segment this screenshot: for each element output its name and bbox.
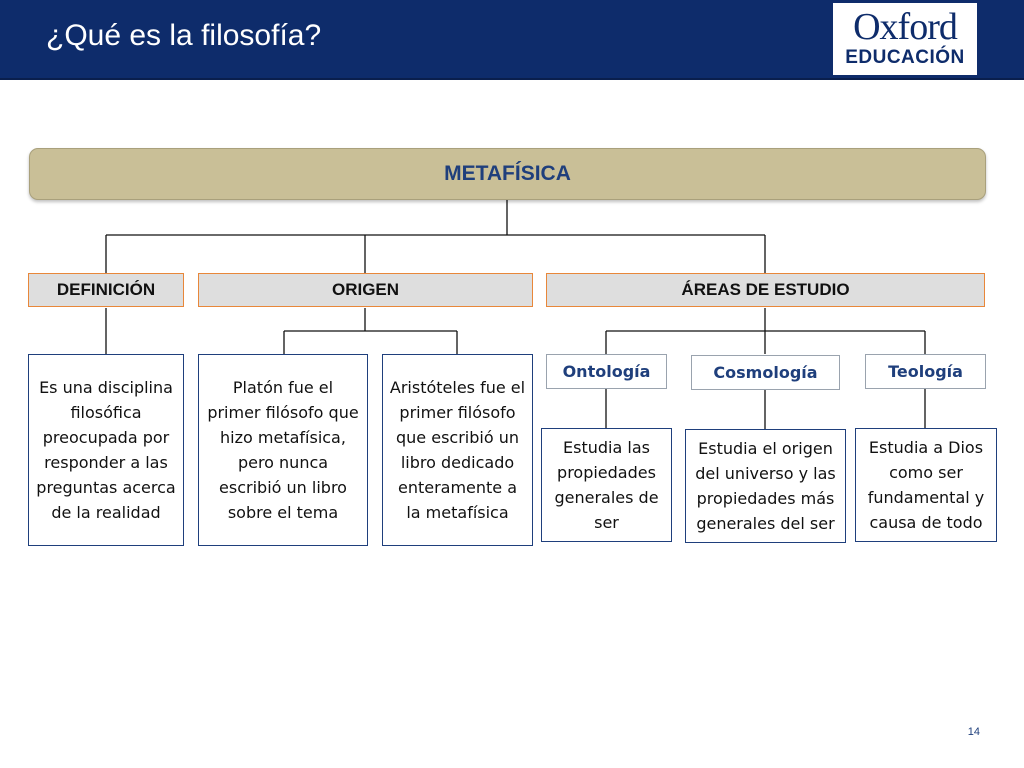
cosmologia-node: Cosmología [691, 355, 840, 390]
definicion-node: DEFINICIÓN [28, 273, 184, 307]
slide-title: ¿Qué es la filosofía? [46, 19, 322, 52]
logo-subtitle: EDUCACIÓN [845, 47, 965, 68]
page-number: 14 [967, 726, 980, 738]
ontologia-description: Estudia las propiedades generales de ser [541, 428, 672, 542]
teologia-node: Teología [865, 354, 986, 389]
origen-platon-text: Platón fue el primer filósofo que hizo metafísica, pero nunca escribió un libro sobre el tema [198, 354, 368, 546]
areas-estudio-node: ÁREAS DE ESTUDIO [546, 273, 985, 307]
origen-aristoteles-text: Aristóteles fue el primer filósofo que escribió un libro dedicado enteramente a la metafísica [382, 354, 533, 546]
metafisica-node: METAFÍSICA [29, 148, 986, 200]
ontologia-node: Ontología [546, 354, 667, 389]
definicion-text: Es una disciplina filosófica preocupada por responder a las preguntas acerca de la realidad [28, 354, 184, 546]
origen-node: ORIGEN [198, 273, 533, 307]
teologia-description: Estudia a Dios como ser fundamental y causa de todo [855, 428, 997, 542]
cosmologia-description: Estudia el origen del universo y las propiedades más generales del ser [685, 429, 846, 543]
logo-brand: Oxford [853, 6, 957, 48]
